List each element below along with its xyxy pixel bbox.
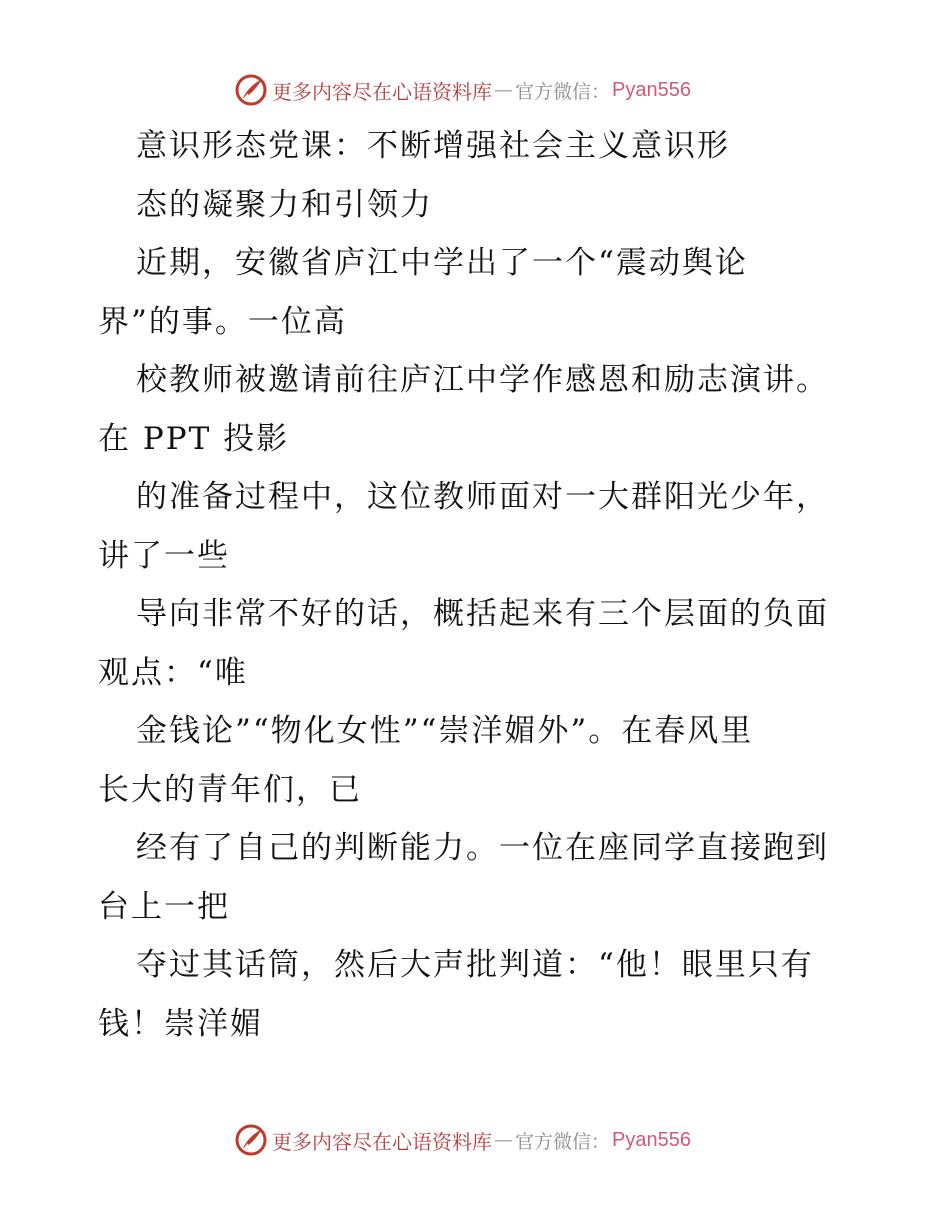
text-line: 的准备过程中，这位教师面对一大群阳光少年，: [136, 479, 829, 515]
banner-separator: —: [494, 1129, 513, 1151]
banner-wechat-label: 官方微信：: [515, 1130, 611, 1153]
text-line: 近期，安徽省庐江中学出了一个“震动舆论: [136, 245, 748, 281]
text-line: 界”的事。一位高: [98, 303, 347, 340]
text-line: 金钱论”“物化女性”“崇洋媚外”。在春风里: [136, 713, 754, 749]
text-line: 态的凝聚力和引领力: [136, 186, 433, 223]
quill-seal-logo-icon: [234, 73, 268, 107]
banner-wechat-id: Pyan556: [612, 1128, 691, 1151]
text-line: 导向非常不好的话，概括起来有三个层面的负面: [136, 596, 829, 632]
text-line: 钱！崇洋媚: [98, 1005, 263, 1042]
text-line: 观点：“唯: [98, 654, 248, 691]
document-body: [98, 117, 858, 1053]
banner-title: 更多内容尽在心语资料库: [272, 1129, 492, 1154]
banner-wechat-id: Pyan556: [612, 78, 691, 101]
text-line: 意识形态党课：不断增强社会主义意识形: [136, 128, 730, 164]
banner-title: 更多内容尽在心语资料库: [272, 79, 492, 104]
footer-watermark-banner: [234, 1122, 691, 1158]
text-line: 长大的青年们，已: [98, 771, 362, 808]
text-line: 夺过其话筒，然后大声批判道：“他！眼里只有: [136, 947, 814, 983]
banner-separator: —: [494, 79, 513, 101]
text-line: 经有了自己的判断能力。一位在座同学直接跑到: [136, 830, 829, 866]
text-line: 校教师被邀请前往庐江中学作感恩和励志演讲。: [136, 362, 829, 398]
text-line: 讲了一些: [98, 537, 230, 574]
banner-wechat-label: 官方微信：: [515, 80, 611, 103]
quill-seal-logo-icon: [234, 1123, 268, 1157]
text-line: 在 PPT 投影: [98, 420, 290, 457]
header-watermark-banner: [234, 72, 691, 108]
text-line: 台上一把: [98, 888, 230, 925]
